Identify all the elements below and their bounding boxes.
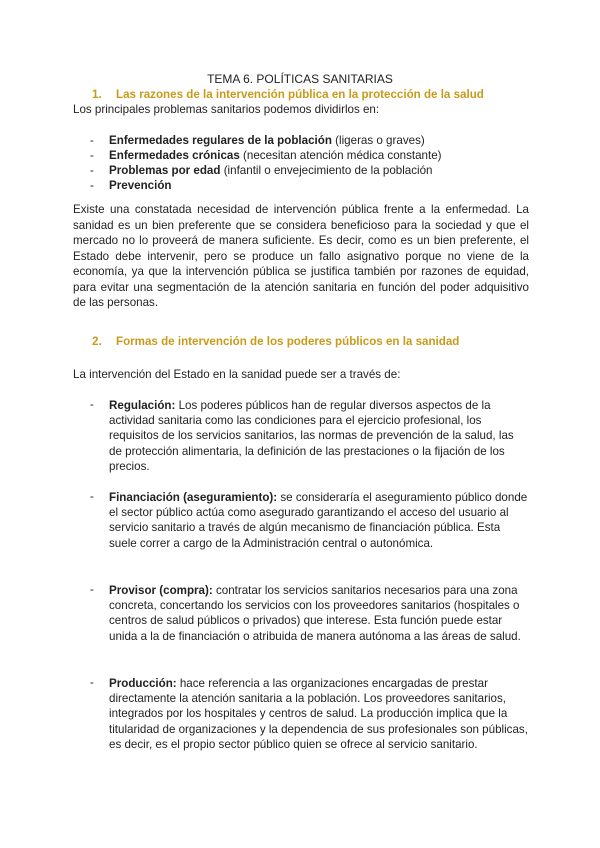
section-2-heading (92, 335, 459, 349)
list-item-term: Problemas por edad (109, 164, 221, 177)
list-item-term: Enfermedades crónicas (109, 149, 240, 162)
list-dash: - (90, 676, 94, 689)
list-item-term: Financiación (aseguramiento): (109, 491, 278, 504)
list-item (109, 490, 529, 551)
list-item (109, 676, 529, 752)
list-dash: - (90, 398, 94, 411)
list-dash: - (90, 490, 94, 503)
section-1-number: 1. (92, 88, 102, 101)
list-dash: - (90, 583, 94, 596)
section-1-paragraph: Existe una constatada necesidad de intervención pública frente a la enfermedad. La sanidad es un bien preferente que se considera beneficioso para la sociedad y que el mercado no lo proveerá de manera suficiente. Es decir, como es un bien preferente, el Estado debe intervenir, pero se produce un fallo asignativo porque no viene de la economía, ya que la intervención pública se justifica también por razones de equidad, para evitar una segmentación de la atención sanitaria en función del poder adquisitivo de las personas. (73, 203, 529, 309)
list-item-note: (infantil o envejecimiento de la población (220, 164, 433, 177)
list-item-term: Regulación: (109, 399, 176, 412)
section-1-intro: Los principales problemas sanitarios podemos dividirlos en: (73, 103, 380, 116)
page-title: TEMA 6. POLÍTICAS SANITARIAS (207, 72, 393, 86)
list-item (109, 583, 529, 644)
section-2-heading-text: Formas de intervención de los poderes públicos en la sanidad (116, 335, 460, 348)
list-item-text: contratar los servicios sanitarios necesarios para una zona concreta, concertando los servicios con los proveedores sanitarios (hospitales o centros de salud públicos o privados) que interese. Esta función puede estar unida a la de financiación o atribuida de manera autónoma a las áreas de salud. (109, 584, 521, 643)
list-dash: - (90, 149, 94, 162)
section-1-heading-text: Las razones de la intervención pública en la protección de la salud (116, 88, 484, 101)
list-item-term: Enfermedades regulares de la población (109, 134, 332, 147)
section-1-heading (92, 88, 484, 102)
list-item-note: (ligeras o graves) (331, 134, 425, 147)
list-dash: - (90, 134, 94, 147)
list-item-text: se consideraría el aseguramiento público donde el sector público actúa como asegurado garantizando el acceso del usuario al servicio sanitario a través de algún mecanismo de financiación pública. Esta suele correr a cargo de la Administración central o autonómica. (109, 491, 528, 550)
section-2-number: 2. (92, 335, 102, 348)
list-item-text: hace referencia a las organizaciones encargadas de prestar directamente la atención sanitaria a la población. Los proveedores sanitarios, integrados por los hospitales y centros de salud. La producción implica que la titularidad de organizaciones y la dependencia de sus profesionales son públicas, es decir, es el propio sector público quien se ofrece al servicio sanitario. (109, 677, 528, 751)
section-2-intro: La intervención del Estado en la sanidad puede ser a través de: (73, 368, 401, 381)
list-dash: - (90, 179, 94, 192)
list-item-term: Prevención (109, 179, 172, 192)
list-dash: - (90, 164, 94, 177)
list-item-term: Producción: (109, 677, 177, 690)
list-item-text: Los poderes públicos han de regular diversos aspectos de la actividad sanitaria como las condiciones para el ejercicio profesional, los requisitos de los servicios sanitarios, las normas de prevención de la salud, las de protección alimentaria, la definición de las prestaciones o la fijación de los precios. (109, 399, 514, 473)
list-item-note: (necesitan atención médica constante) (239, 149, 442, 162)
list-item (109, 398, 529, 474)
list-item-term: Provisor (compra): (109, 584, 213, 597)
